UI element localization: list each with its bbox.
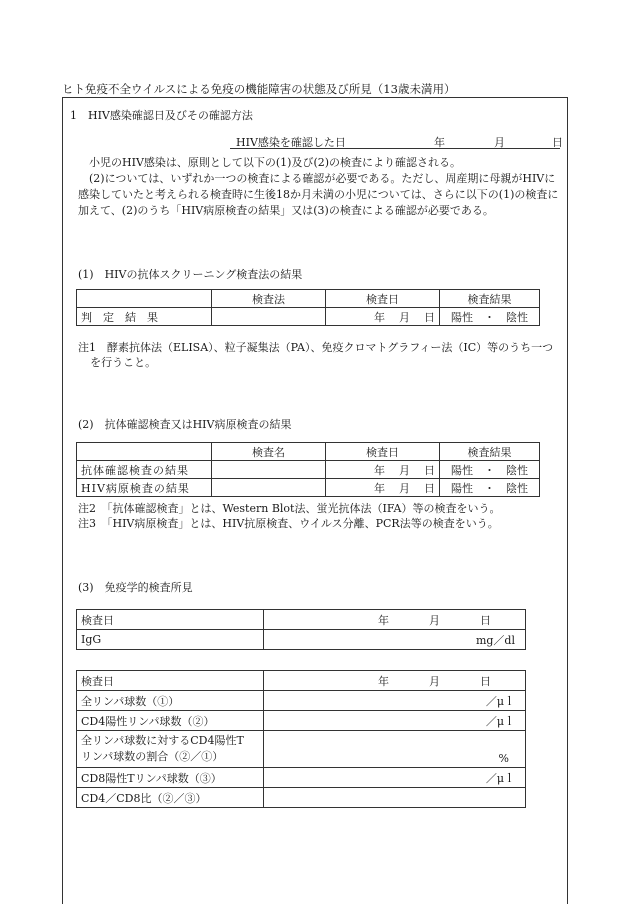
- header-result: 検査結果: [440, 290, 540, 308]
- section-1-heading: 1 HIV感染確認日及びその確認方法: [70, 109, 253, 122]
- date-value[interactable]: 年 月 日: [326, 479, 440, 497]
- confirmation-table: [76, 442, 540, 497]
- confirm-year: 年: [434, 136, 445, 149]
- igg-date-value[interactable]: 年 月 日: [264, 610, 526, 630]
- header-method: 検査法: [212, 290, 326, 308]
- page-title: ヒト免疫不全ウイルスによる免疫の機能障害の状態及び所見（13歳未満用）: [62, 82, 456, 96]
- cd8-value[interactable]: ／μｌ: [264, 768, 526, 788]
- total-lymph-value[interactable]: ／μｌ: [264, 691, 526, 711]
- cd4-cd8-ratio-value[interactable]: [264, 788, 526, 808]
- cd8-label: CD8陽性Tリンパ球数（③）: [77, 768, 264, 788]
- section-1-paragraphs: [78, 155, 560, 219]
- confirm-date-label: HIV感染を確認した日: [236, 136, 346, 149]
- row-label-pathogen: HIV病原検査の結果: [77, 479, 212, 497]
- paragraph-2: (2)については、いずれか一つの検査による確認が必要である。ただし、周産期に母親がHIVに感染していたと考えられる検査時に生後18か月未満の小児については、さらに以下の(1)の検査に加えて、(2)のうち「HIV病原検査の結果」又は(3)の検査による確認が必要である。: [78, 172, 559, 217]
- total-lymph-label: 全リンパ球数（①）: [77, 691, 264, 711]
- header-result: 検査結果: [440, 443, 540, 461]
- header-blank: [77, 290, 212, 308]
- igg-label: IgG: [77, 630, 264, 650]
- test-name-value[interactable]: [212, 461, 326, 479]
- date-value[interactable]: 年 月 日: [326, 308, 440, 326]
- subsection-2-heading: (2) 抗体確認検査又はHIV病原検査の結果: [78, 418, 292, 431]
- header-date: 検査日: [326, 290, 440, 308]
- lymph-date-value[interactable]: 年 月 日: [264, 671, 526, 691]
- header-date: 検査日: [326, 443, 440, 461]
- test-name-value[interactable]: [212, 479, 326, 497]
- igg-date-label: 検査日: [77, 610, 264, 630]
- result-value[interactable]: 陽性 ・ 陰性: [440, 479, 540, 497]
- confirm-date-line: [230, 134, 563, 149]
- lymphocyte-table: [76, 670, 526, 808]
- note-3: 注3 「HIV病原検査」とは、HIV抗原検査、ウイルス分離、PCR法等の検査をいう。: [78, 517, 499, 530]
- note-2: 注2 「抗体確認検査」とは、Western Blot法、蛍光抗体法（IFA）等の検査をいう。: [78, 502, 501, 515]
- cd4-cd8-ratio-label: CD4／CD8比（②／③）: [77, 788, 264, 808]
- cd4-ratio-value[interactable]: %: [264, 731, 526, 768]
- confirm-day: 日: [552, 136, 563, 149]
- result-value[interactable]: 陽性 ・ 陰性: [440, 461, 540, 479]
- result-value[interactable]: 陽性 ・ 陰性: [440, 308, 540, 326]
- paragraph-1: 小児のHIV感染は、原則として以下の(1)及び(2)の検査により確認される。: [89, 156, 462, 169]
- row-label-judgement: 判 定 結 果: [77, 308, 212, 326]
- method-value[interactable]: [212, 308, 326, 326]
- subsection-3-heading: (3) 免疫学的検査所見: [78, 581, 193, 594]
- note-1: 注1 酵素抗体法（ELISA）、粒子凝集法（PA）、免疫クロマトグラフィー法（IC）等のうち一つを行うこと。: [78, 341, 554, 369]
- lymph-date-label: 検査日: [77, 671, 264, 691]
- cd4-ratio-label: 全リンパ球数に対するCD4陽性T リンパ球数の割合（②／①）: [77, 731, 264, 768]
- igg-table: [76, 609, 526, 650]
- row-label-antibody: 抗体確認検査の結果: [77, 461, 212, 479]
- cd4-label: CD4陽性リンパ球数（②）: [77, 711, 264, 731]
- header-blank: [77, 443, 212, 461]
- cd4-value[interactable]: ／μｌ: [264, 711, 526, 731]
- igg-value[interactable]: mg／dl: [264, 630, 526, 650]
- subsection-1-heading: (1) HIVの抗体スクリーニング検査法の結果: [78, 268, 303, 281]
- date-value[interactable]: 年 月 日: [326, 461, 440, 479]
- screening-table: [76, 289, 540, 326]
- header-test-name: 検査名: [212, 443, 326, 461]
- notes-2-3: [78, 501, 562, 531]
- confirm-month: 月: [494, 136, 505, 149]
